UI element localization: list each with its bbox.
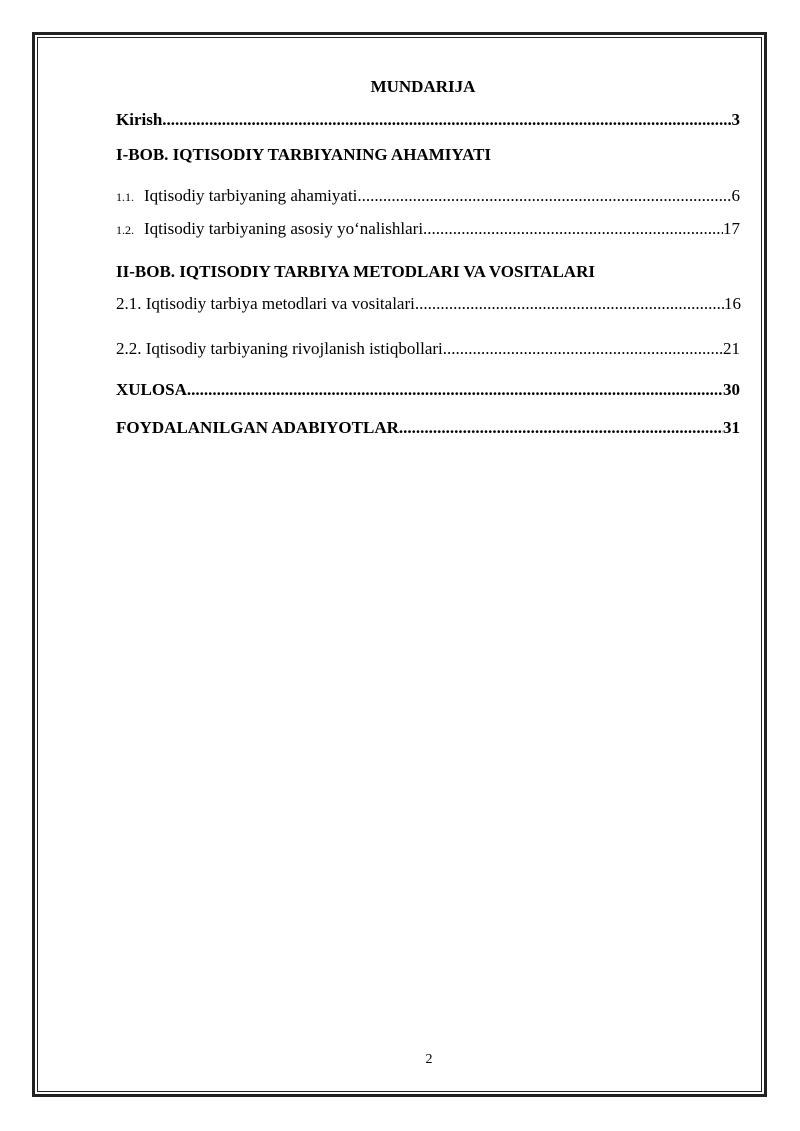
toc-chapter-2[interactable]: II-BOB. IQTISODIY TARBIYA METODLARI VA VOSITALARI xyxy=(116,262,595,281)
toc-entry-label: FOYDALANILGAN ADABIYOTLAR xyxy=(116,418,399,437)
toc-entry-kirish[interactable] xyxy=(116,110,740,130)
dot-leader xyxy=(443,339,723,359)
toc-entry-label: Iqtisodiy tarbiyaning ahamiyati xyxy=(144,186,358,205)
toc-entry-page: 30 xyxy=(723,380,740,399)
toc-entry-page: 31 xyxy=(723,418,740,437)
toc-entry-1-1[interactable] xyxy=(116,186,740,206)
toc-entry-2-1[interactable] xyxy=(116,294,741,314)
dot-leader xyxy=(357,186,731,206)
dot-leader xyxy=(423,219,723,239)
toc-entry-page: 17 xyxy=(723,219,740,238)
toc-entry-number: 1.2. xyxy=(116,223,134,237)
toc-entry-label: XULOSA xyxy=(116,380,187,399)
toc-chapter-1[interactable]: I-BOB. IQTISODIY TARBIYANING AHAMIYATI xyxy=(116,145,492,164)
toc-entry-label: 2.2. Iqtisodiy tarbiyaning rivojlanish istiqbollari xyxy=(116,339,443,358)
page-number: 2 xyxy=(425,1052,433,1067)
toc-entry-1-2[interactable] xyxy=(116,219,740,239)
dot-leader xyxy=(162,110,731,130)
toc-entry-number: 1.1. xyxy=(116,190,134,204)
toc-entry-label: 2.1. Iqtisodiy tarbiya metodlari va vositalari xyxy=(116,294,415,313)
toc-entry-adabiyotlar[interactable] xyxy=(116,418,740,438)
dot-leader xyxy=(415,294,724,314)
toc-entry-xulosa[interactable] xyxy=(116,380,740,400)
dot-leader xyxy=(399,418,723,438)
toc-entry-page: 21 xyxy=(723,339,740,358)
toc-entry-label: Iqtisodiy tarbiyaning asosiy yo‘nalishlari xyxy=(144,219,424,238)
dot-leader xyxy=(187,380,723,400)
toc-entry-2-2[interactable] xyxy=(116,339,740,359)
toc-entry-page: 6 xyxy=(731,186,740,205)
toc-entry-page: 3 xyxy=(731,110,740,129)
toc-entry-label: Kirish xyxy=(116,110,163,129)
toc-entry-page: 16 xyxy=(724,294,741,313)
toc-title: MUNDARIJA xyxy=(370,77,476,96)
